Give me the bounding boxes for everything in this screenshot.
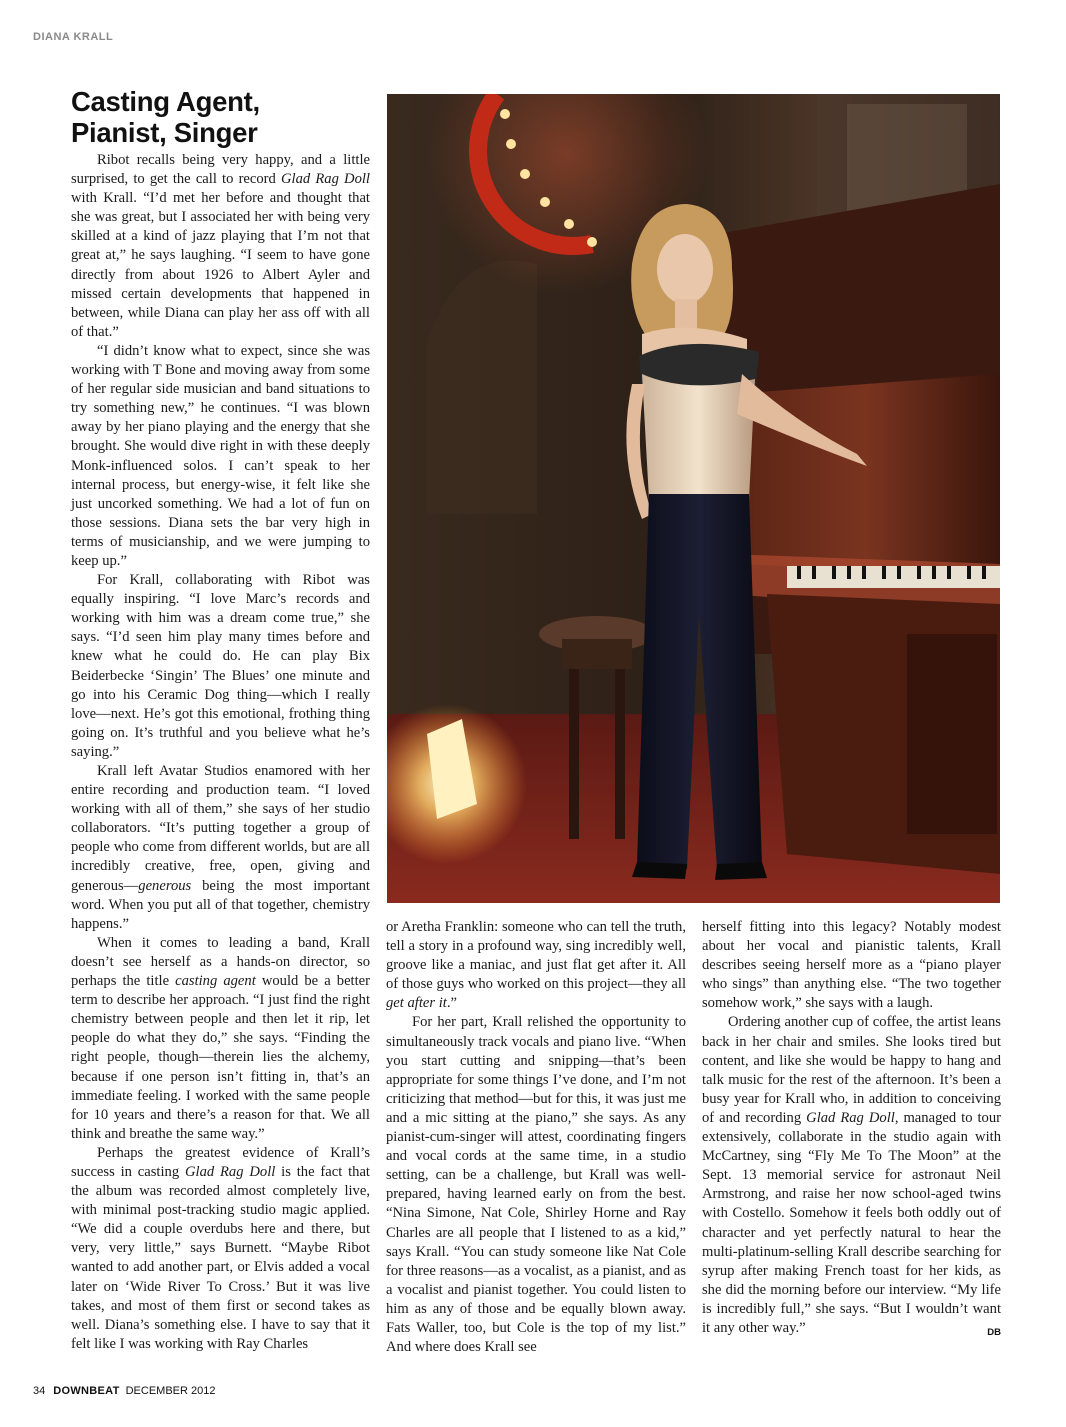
body-column-3 <box>702 918 1001 1388</box>
issue-date: DECEMBER 2012 <box>125 1385 216 1397</box>
body-column-1 <box>71 151 370 1381</box>
headline-line-2: Pianist, Singer <box>71 117 258 148</box>
portrait-photo <box>387 94 1000 903</box>
body-paragraph <box>71 1144 370 1354</box>
body-paragraph <box>702 1013 1001 1338</box>
italic-text: Glad Rag Doll <box>806 1109 895 1126</box>
body-paragraph <box>71 762 370 934</box>
photo-illustration <box>387 94 1000 903</box>
text-run: When it comes to leading a band, Krall doesn’t see herself as a hands-on director, so perhaps the title <box>71 934 370 990</box>
article-headline <box>71 86 371 148</box>
body-paragraph <box>386 918 686 1013</box>
italic-text: Glad Rag Doll <box>281 171 370 188</box>
magazine-name: DOWNBEAT <box>53 1385 120 1397</box>
page-number: 34 <box>33 1385 46 1397</box>
text-run: For Krall, collaborating with Ribot was equally inspiring. “I love Marc’s records and working with him was a dream come true,” she says. “I’d seen him play many times before and knew what he could do. He can play Bix Beiderbecke ‘Singin’ The Blues’ one minute and go into his Ceramic Dog thing—which I really love—next. He’s got this emotional, frothing thing going on. It’s truthful and you believe what he’s saying.” <box>71 572 370 760</box>
italic-text: generous <box>138 877 192 894</box>
text-run: , managed to tour extensively, collaborate in the studio again with McCartney, sing “Fly Me To The Moon” at the Sept. 13 memorial service for astronaut Neil Armstrong, and raise her now school-aged twins with Costello. Somehow it feels both oddly out of character and yet perfectly natural to hear the multi-platinum-selling Krall describe searching for syrup after making French toast for her kids, as she did the morning before our interview. “My life is incredibly full,” she says. “But I wouldn’t want it any other way.” <box>702 1109 1001 1336</box>
text-run: would be a better term to describe her approach. “I just find the right chemistry between people and then let it rip, let people do what they do,” she says. “Finding the right people, though—therein lies the alchemy, because if one person isn’t fitting in, that’s an immediate feeling. I worked with the same people for 10 years and there’s a reason for that. We all think and breathe the same way.” <box>71 973 370 1142</box>
headline-line-1: Casting Agent, <box>71 86 260 117</box>
body-paragraph <box>702 918 1001 1013</box>
body-paragraph <box>71 934 370 1144</box>
text-run: Ordering another cup of coffee, the artist leans back in her chair and smiles. She looks tired but content, and like she would be happy to hang and talk music for the rest of the afternoon. It’s been a busy year for Krall who, in addition to conceiving of and recording <box>702 1014 1001 1126</box>
text-run: For her part, Krall relished the opportunity to simultaneously track vocals and piano live. “When you start cutting and snipping—that’s been appropriate for some things I’ve done, and I’m not criticizing that method—but for this, it was just me and a mic sitting at the piano,” she says. As any pianist-cum-singer will attest, coordinating fingers and vocal cords at the same time, in a studio setting, can be a challenge, but Krall was well-prepared, having learned early on from the best. “Nina Simone, Nat Cole, Shirley Horne and Ray Charles are all people that I listened to as a kid,” says Krall. “You can study someone like Nat Cole for three reasons—as a vocalist, as a pianist, and as a vocalist and pianist together. You could listen to him as any of those and be equally blown away. Fats Waller, too, but Cole is the top of my list.” And where does Krall see <box>386 1014 686 1356</box>
body-paragraph <box>71 571 370 762</box>
end-mark: DB <box>987 1326 1001 1338</box>
text-run: is the fact that the album was recorded almost completely live, with minimal post-tracking studio magic applied. “We did a couple overdubs here and there, but very, very little,” says Burnett. “Maybe Ribot wanted to add another part, or Elvis added a vocal later on ‘Wide River To Cross.’ But it was live takes, and most of them first or second takes as well. Diana’s something else. I have to say that it felt like I was working with Ray Charles <box>71 1163 370 1352</box>
text-run: .” <box>446 995 457 1012</box>
body-column-2 <box>386 918 686 1388</box>
page-folio <box>33 1385 215 1397</box>
running-head: DIANA KRALL <box>33 31 114 43</box>
text-run: being the most important word. When you put all of that together, chemistry happens.” <box>71 877 370 932</box>
body-paragraph <box>71 342 370 571</box>
body-paragraph <box>71 151 370 342</box>
text-run: Ribot recalls being very happy, and a little surprised, to get the call to record <box>71 152 370 188</box>
italic-text: get after it <box>386 995 447 1012</box>
text-run: Perhaps the greatest evidence of Krall’s success in casting <box>71 1144 370 1180</box>
text-run: or Aretha Franklin: someone who can tell the truth, tell a story in a profound way, sing incredibly well, groove like a maniac, and just flat get after it. All of those guys who worked on this project—they all <box>386 919 686 993</box>
italic-text: Glad Rag Doll <box>184 1163 276 1180</box>
text-run: “I didn’t know what to expect, since she was working with T Bone and moving away from some of her regular side musician and band situations to try something new,” he continues. “I was blown away by her piano playing and the energy that she brought. She would dive right in with these deeply Monk-influenced solos. I can’t speak to her internal process, but energy-wise, it felt like she just uncorked something. We had a lot of fun on those sessions. Diana sets the bar very high in terms of musicianship, and we were jumping to keep up.” <box>71 342 370 569</box>
text-run: with Krall. “I’d met her before and thought that she was great, but I associated her with being very skilled at a kind of jazz playing that I’m not that great at,” he says laughing. “I seem to have gone directly from about 1926 to Albert Ayler and missed certain developments that happened in between, while Diana can play her ass off with all of that.” <box>71 190 370 340</box>
text-run: herself fitting into this legacy? Notably modest about her vocal and pianistic talents, Krall describes seeing herself more as a “piano player who sings” than anything else. “The two together somehow work,” she says with a laugh. <box>702 919 1001 1012</box>
text-run: Krall left Avatar Studios enamored with her entire recording and production team. “I loved working with all of them,” she says of her studio collaborators. “It’s putting together a group of people who come from different worlds, but are all incredibly creative, free, open, giving and generous— <box>71 763 370 894</box>
italic-text: casting agent <box>175 973 256 990</box>
body-paragraph <box>386 1013 686 1357</box>
